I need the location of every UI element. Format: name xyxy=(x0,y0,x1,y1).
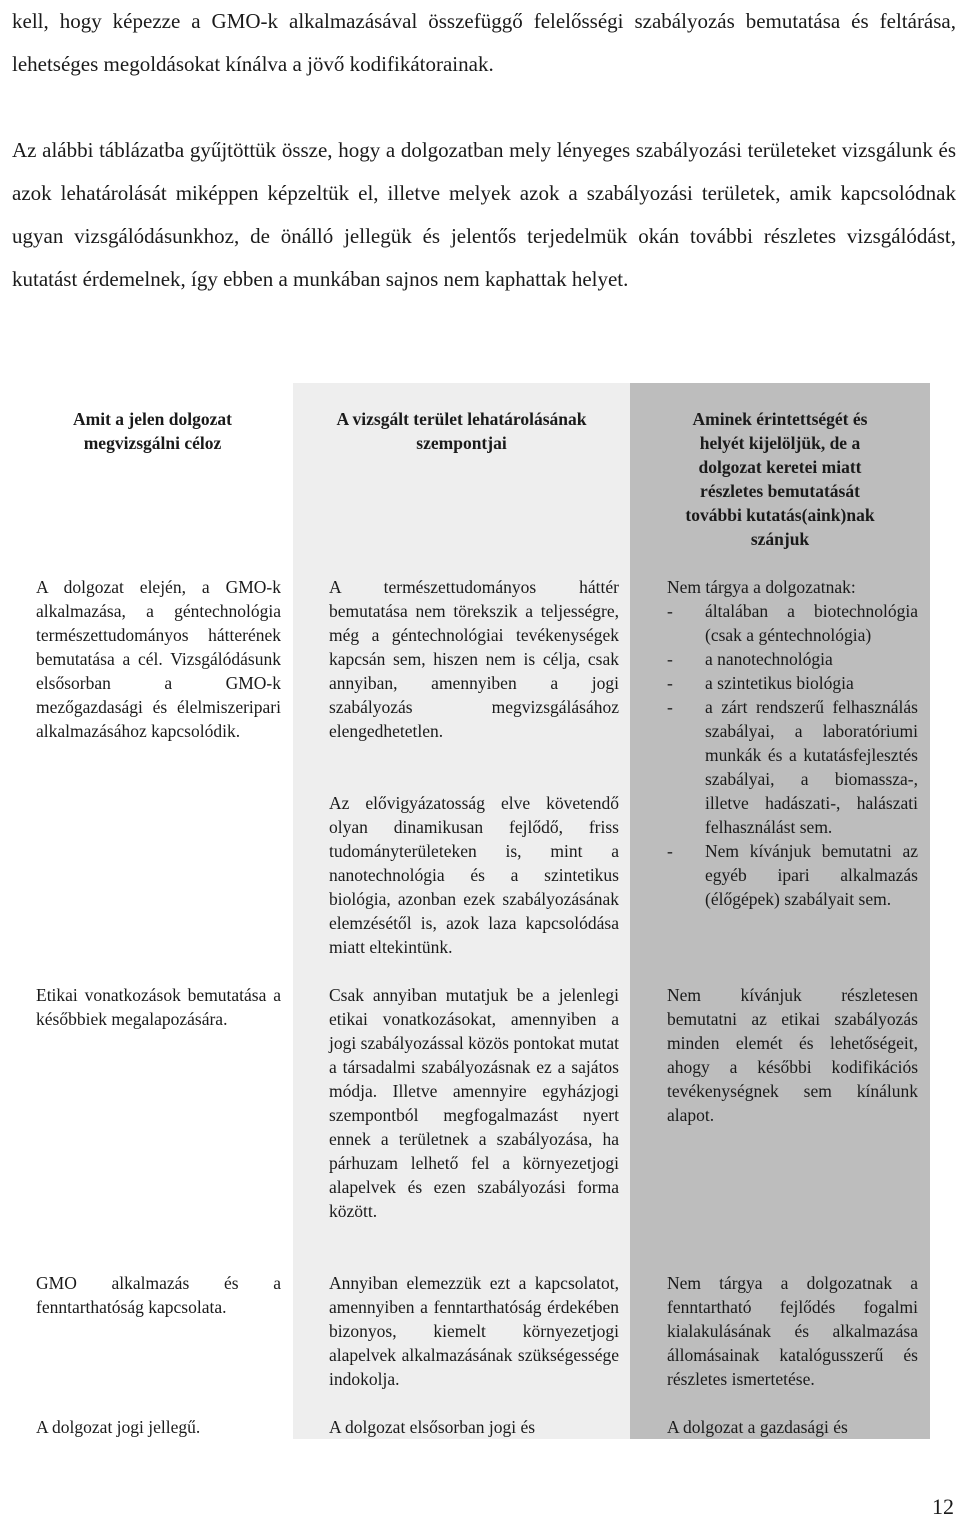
table-cell: Etikai vonatkozások bemutatása a későbbiek megalapozására. xyxy=(36,985,281,1029)
cell-lead: Nem tárgya a dolgozatnak: xyxy=(667,577,856,597)
intro-paragraph-2: Az alábbi táblázatba gyűjtöttük össze, hogy a dolgozatban mely lényeges szabályozási területeket vizsgálunk és azok lehatárolását miképpen képzeltük el, illetve melyek azok a szabályozási területek, amik kapcsolódnak ugyan vizsgálódásunkhoz, de önálló jellegük és jelentős terjedelmük okán további részletes vizsgálódást, kutatást érdemelnek, így ebben a munkában sajnos nem kaphattak helyet. xyxy=(12,138,956,291)
table-cell: Annyiban elemezzük ezt a kapcsolatot, amennyiben a fenntarthatóság érdekében bizonyos, kiemelt környezetjogi alapelvek alkalmazásának szükségessége indokolja. xyxy=(329,1273,619,1389)
table-cell: Az elővigyázatosság elve követendő olyan dinamikusan fejlődő, friss tudományterületeken is, mint a nanotechnológia és a szintetikus biológia, azonban ezek szabályozásának elemzésétől is, azok laza kapcsolódása miatt eltekintünk. xyxy=(329,793,619,957)
table-column-criteria xyxy=(293,383,630,1439)
table-cell xyxy=(667,575,918,911)
table-column-future-research xyxy=(630,383,930,1439)
table-cell: Csak annyiban mutatjuk be a jelenlegi etikai vonatkozásokat, amennyiben a jogi szabályozással közös pontokat mutat a társadalmi szabályozásnak ez a sajátos módja. Illetve amennyire egyházjogi szempontból megfogalmazást nyert ennek a területnek a szabályozása, ha párhuzam lelhető fel a környezetjogi alapelvek és ezen szabályozási forma között. xyxy=(329,985,619,1221)
list-item: - a nanotechnológia xyxy=(667,647,918,671)
table-column-examined xyxy=(12,383,293,1439)
table-cell: A dolgozat jogi jellegű. xyxy=(36,1417,201,1437)
body-text xyxy=(12,0,956,301)
table-cell: A dolgozat elején, a GMO-k alkalmazása, a géntechnológia természettudományos hátterének bemutatása a cél. Vizsgálódásunk elsősorban a GMO-k mezőgazdasági és élelmiszeripari alkalmazásához kapcsolódik. xyxy=(36,577,281,741)
list-item: - általában a biotechnológia (csak a géntechnológia) xyxy=(667,599,918,647)
list-item: - Nem kívánjuk bemutatni az egyéb ipari alkalmazás (élőgépek) szabályait sem. xyxy=(667,839,918,911)
column-header: Aminek érintettségét és helyét kijelöljük, de a dolgozat keretei miatt részletes bemutatását további kutatás(aink)nak szánjuk xyxy=(685,409,875,549)
exclusion-list xyxy=(667,599,918,911)
column-header: A vizsgált terület lehatárolásának szempontjai xyxy=(336,409,587,453)
table-cell: GMO alkalmazás és a fenntarthatóság kapcsolata. xyxy=(36,1273,281,1317)
table-cell: Nem kívánjuk részletesen bemutatni az etikai szabályozás minden elemét és lehetőségeit, ahogy a későbbi kodifikációs tevékenységnek sem kínálunk alapot. xyxy=(667,985,918,1125)
table-cell: A természettudományos háttér bemutatása nem törekszik a teljességre, még a géntechnológiai tevékenységek kapcsán sem, hiszen nem is célja, csak annyiban, amennyiben a jogi szabályozás megvizsgálásához elengedhetetlen. xyxy=(329,577,619,741)
list-item: - a zárt rendszerű felhasználás szabályai, a laboratóriumi munkák és a kutatásfejlesztés szabályai, a biomassza-, illetve hadászati-, halászati felhasználást sem. xyxy=(667,695,918,839)
list-item: - a szintetikus biológia xyxy=(667,671,918,695)
column-header: Amit a jelen dolgozat megvizsgálni céloz xyxy=(73,409,232,453)
table-cell: A dolgozat elsősorban jogi és xyxy=(329,1417,536,1437)
table-cell: Nem tárgya a dolgozatnak a fenntartható fejlődés fogalmi kialakulásának és alkalmazása állomásainak katalógusszerű és részletes ismertetése. xyxy=(667,1273,918,1389)
page-number: 12 xyxy=(932,1494,954,1519)
scope-table xyxy=(12,383,930,1439)
intro-paragraph-1: kell, hogy képezze a GMO-k alkalmazásával összefüggő felelősségi szabályozás bemutatása és feltárása, lehetséges megoldásokat kínálva a jövő kodifikátorainak. xyxy=(12,9,956,76)
table-cell: A dolgozat a gazdasági és xyxy=(667,1417,848,1437)
